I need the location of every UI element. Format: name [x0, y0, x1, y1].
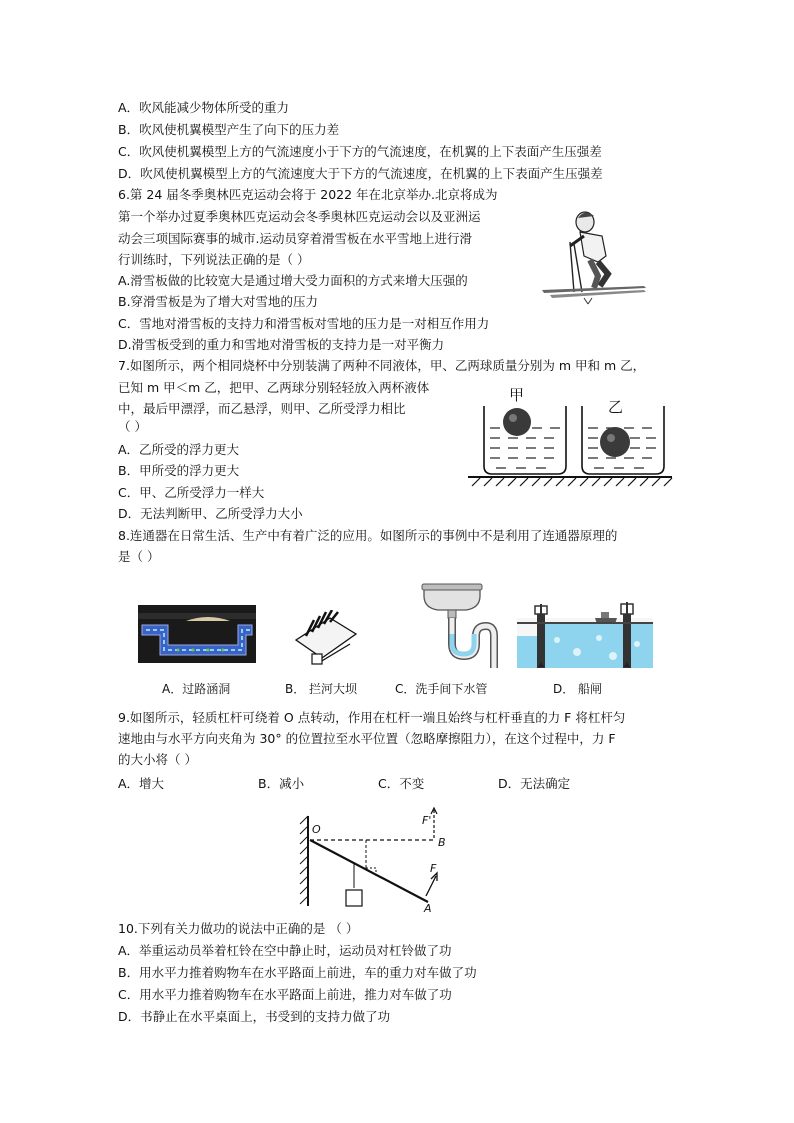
drain-figure	[418, 582, 498, 668]
label-a: A	[424, 902, 432, 915]
skier-figure	[540, 206, 650, 306]
q7-option-b: B．甲所受的浮力更大	[118, 463, 240, 478]
q10-option-c: C．用水平力推着购物车在水平路面上前进，推力对车做了功	[118, 987, 452, 1002]
q7-stem-line-3: 中，最后甲漂浮，而乙悬浮，则甲、乙所受浮力相比	[118, 401, 406, 416]
lever-figure	[296, 806, 456, 916]
q5-option-b: B．吹风使机翼模型产生了向下的压力差	[118, 122, 340, 137]
q8-caption-a: A．过路涵洞	[162, 682, 231, 696]
dam-figure	[290, 610, 362, 668]
q10-option-a: A．举重运动员举着杠铃在空中静止时，运动员对杠铃做了功	[118, 943, 452, 958]
ball-yi	[600, 427, 630, 457]
q10-stem: 10.下列有关力做功的说法中正确的是 （ ）	[118, 921, 359, 936]
q7-stem-line-2: 已知 m 甲＜m 乙，把甲、乙两球分别轻轻放入两杯液体	[118, 380, 430, 395]
q6-option-d: D.滑雪板受到的重力和雪地对滑雪板的支持力是一对平衡力	[118, 337, 445, 352]
q9-option-a: A．增大	[118, 776, 165, 791]
beakers-figure	[466, 382, 676, 492]
q9-option-c: C．不变	[378, 776, 425, 791]
q5-option-a: A．吹风能减少物体所受的重力	[118, 100, 290, 115]
q8-caption-d: D． 船闸	[553, 682, 603, 696]
q6-stem-line-4: 行训练时，下列说法正确的是（ ）	[118, 252, 310, 267]
ship-lock-figure	[517, 600, 653, 668]
q8-stem-line-2: 是（ ）	[118, 549, 160, 564]
label-f: F	[430, 862, 437, 875]
q6-stem-line-2: 第一个举办过夏季奥林匹克运动会冬季奥林匹克运动会以及亚洲运	[118, 209, 481, 224]
label-jia: 甲	[509, 386, 525, 404]
label-yi: 乙	[608, 398, 624, 416]
q7-option-d: D．无法判断甲、乙所受浮力大小	[118, 506, 303, 521]
q7-option-c: C．甲、乙所受浮力一样大	[118, 485, 265, 500]
label-f-prime: F'	[422, 814, 432, 827]
q8-caption-c: C．洗手间下水管	[395, 682, 488, 696]
q7-option-a: A．乙所受的浮力更大	[118, 442, 240, 457]
q9-option-b: B．减小	[258, 776, 305, 791]
q6-option-c: C．雪地对滑雪板的支持力和滑雪板对雪地的压力是一对相互作用力	[118, 316, 490, 331]
q10-option-d: D．书静止在水平桌面上，书受到的支持力做了功	[118, 1009, 391, 1024]
q7-stem-line-1: 7.如图所示，两个相同烧杯中分别装满了两种不同液体，甲、乙两球质量分别为 m 甲和 m 乙，	[118, 358, 646, 373]
q10-option-b: B．用水平力推着购物车在水平路面上前进，车的重力对车做了功	[118, 965, 477, 980]
q9-stem-line-1: 9.如图所示，轻质杠杆可绕着 O 点转动，作用在杠杆一端且始终与杠杆垂直的力 F 将杠杆匀	[118, 710, 626, 725]
q5-option-d: D．吹风使机翼模型上方的气流速度大于下方的气流速度，在机翼的上下表面产生压强差	[118, 166, 603, 181]
q9-stem-line-2: 速地由与水平方向夹角为 30° 的位置拉至水平位置（忽略摩擦阻力），在这个过程中，力 F	[118, 731, 616, 746]
q6-stem-line-1: 6.第 24 届冬季奥林匹克运动会将于 2022 年在北京举办.北京将成为	[118, 187, 498, 202]
label-b: B	[438, 836, 446, 849]
q8-caption-b: B． 拦河大坝	[285, 682, 358, 696]
label-o: O	[312, 823, 321, 836]
q8-stem-line-1: 8.连通器在日常生活、生产中有着广泛的应用。如图所示的事例中不是利用了连通器原理的	[118, 528, 618, 543]
q9-option-d: D．无法确定	[498, 776, 571, 791]
culvert-figure	[138, 605, 256, 663]
q6-option-b: B.穿滑雪板是为了增大对雪地的压力	[118, 294, 319, 309]
ball-jia	[503, 408, 531, 436]
q5-option-c: C．吹风使机翼模型上方的气流速度小于下方的气流速度，在机翼的上下表面产生压强差	[118, 144, 602, 159]
q7-stem-line-4: （ ）	[118, 419, 147, 434]
q9-stem-line-3: 的大小将（ ）	[118, 752, 197, 767]
q6-option-a: A.滑雪板做的比较宽大是通过增大受力面积的方式来增大压强的	[118, 273, 468, 288]
q6-stem-line-3: 动会三项国际赛事的城市.运动员穿着滑雪板在水平雪地上进行滑	[118, 231, 472, 246]
